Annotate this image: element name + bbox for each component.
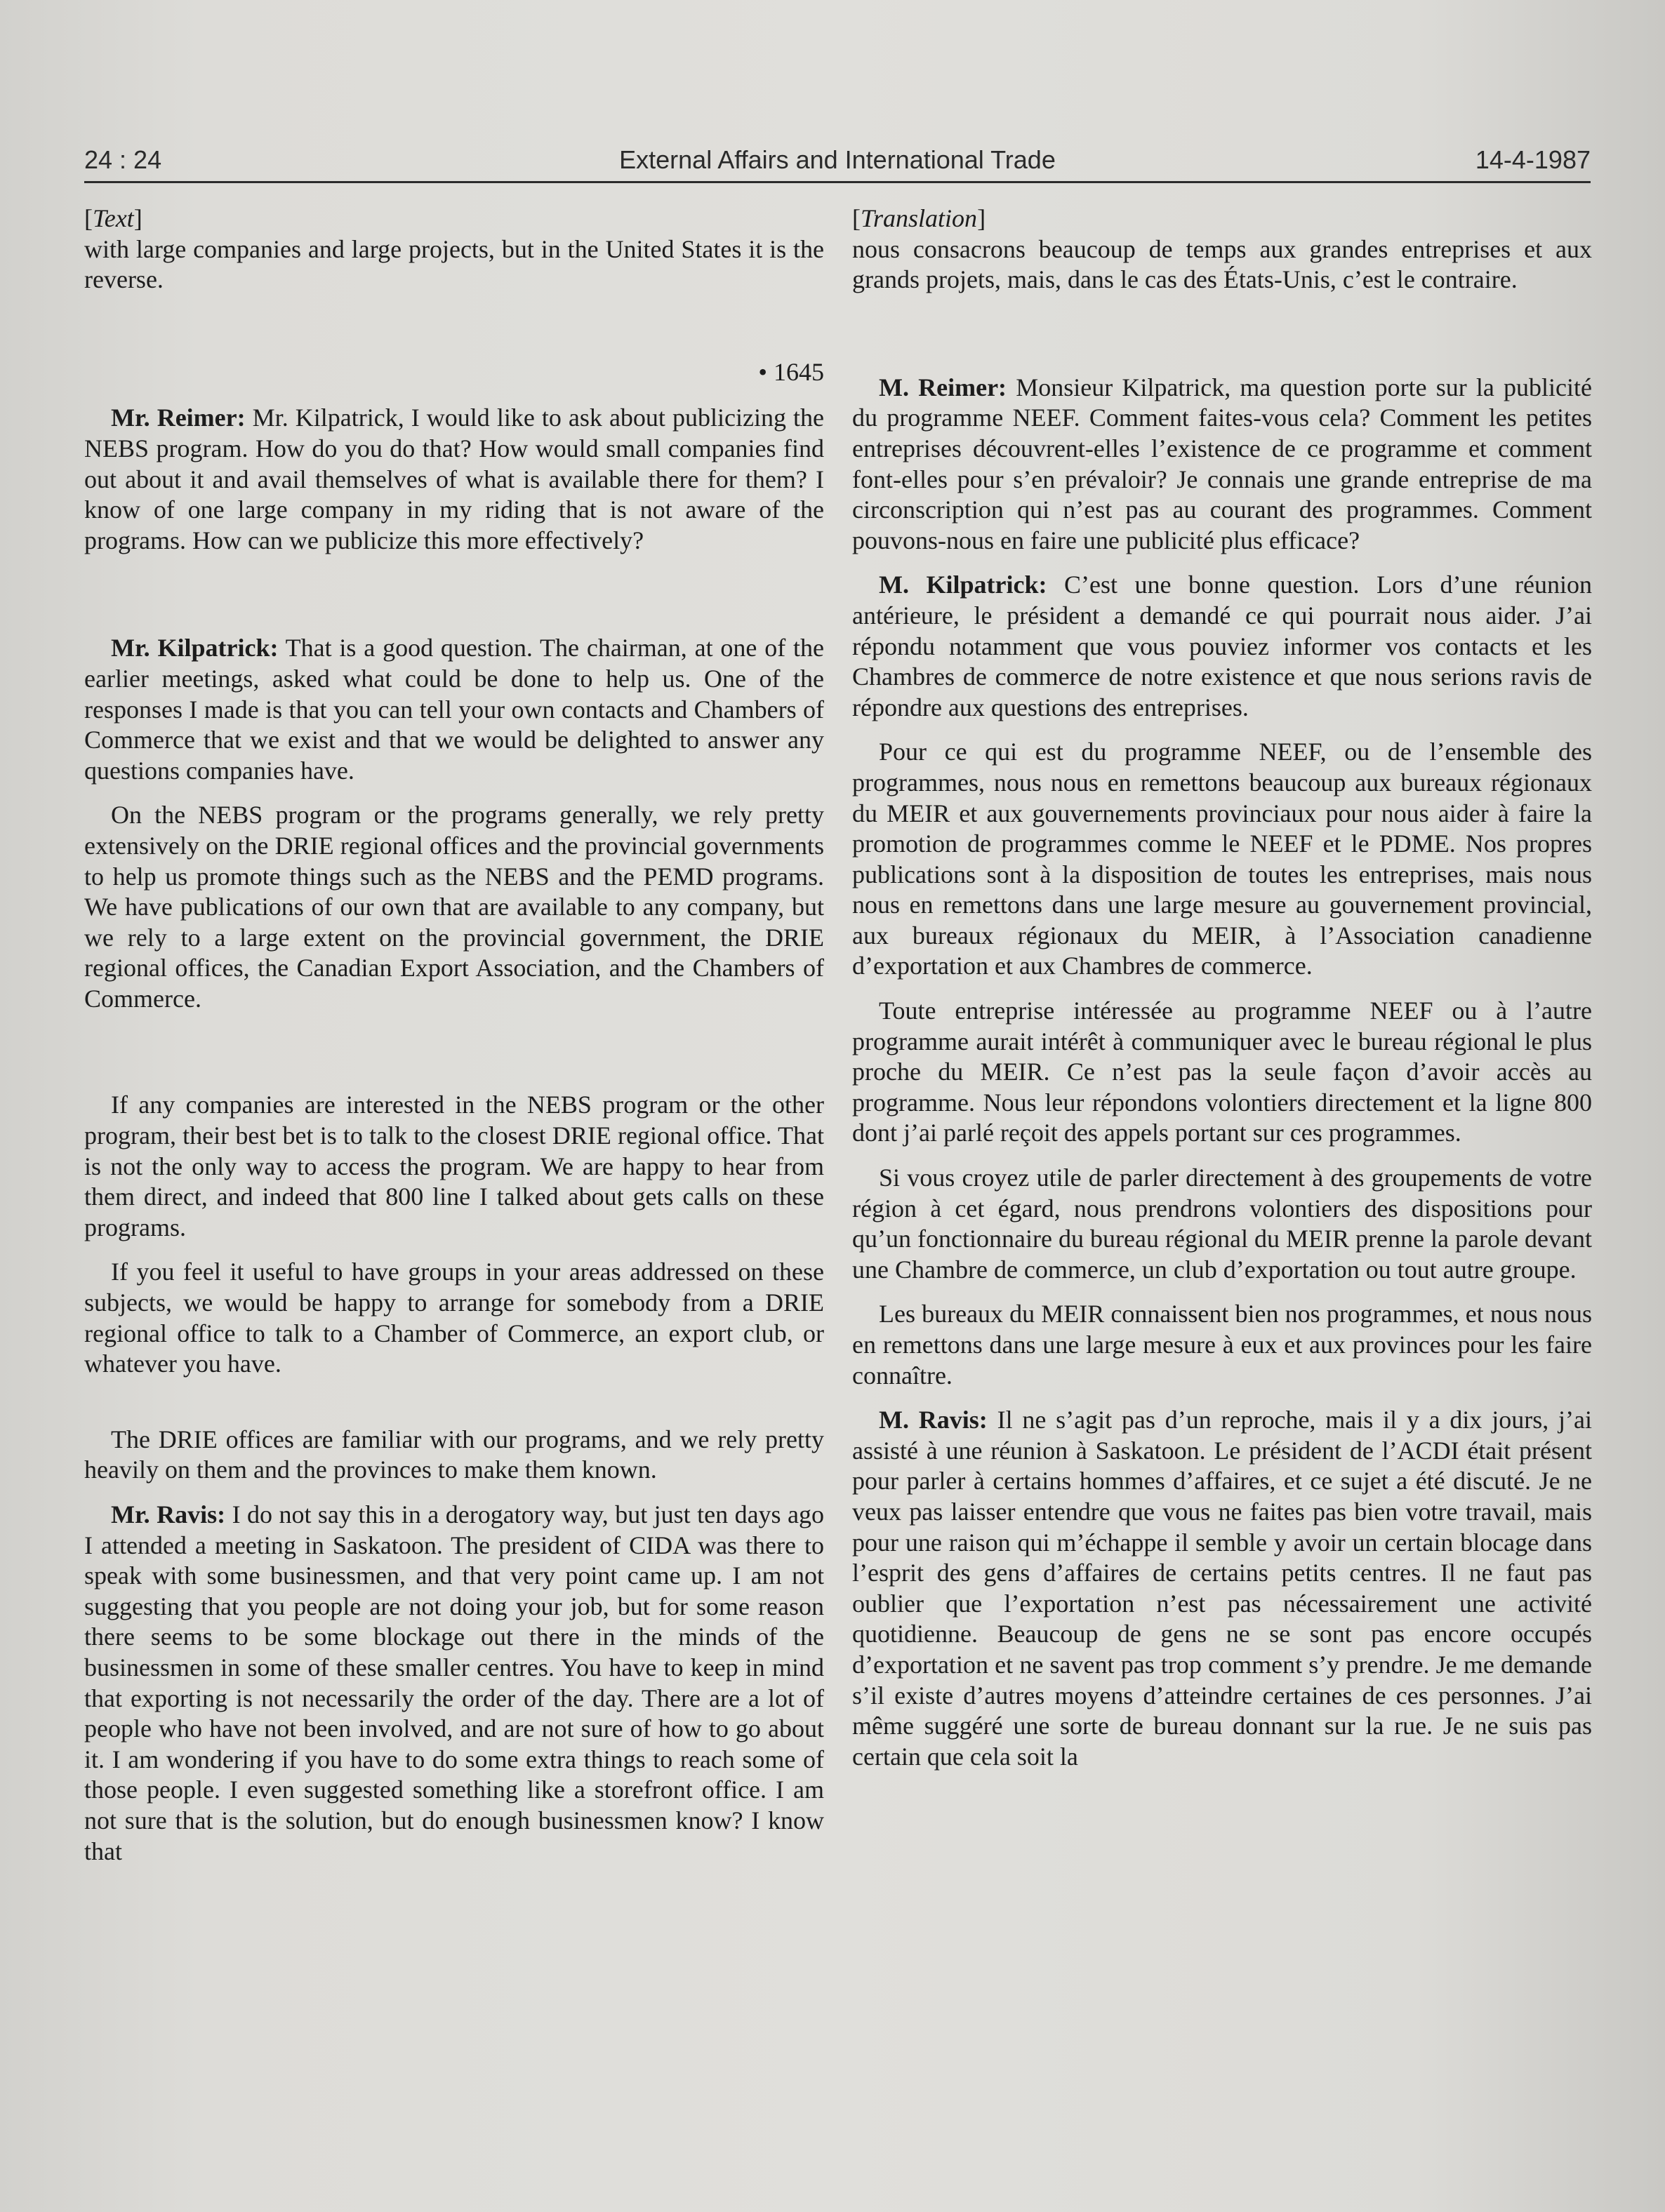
column-label: [Translation] (852, 204, 986, 232)
paragraph-text: Mr. Kilpatrick, I would like to ask about publicizing the NEBS program. How do you do that? How would small companies find out about it and avail themselves of what is available there for them? I know of one large company in my riding that is not aware of the programs. How can we publicize this more effectively? (84, 404, 824, 554)
paragraph-programs: On the NEBS program or the programs generally, we rely pretty extensively on the DRIE regional offices and the provincial governments to help us promote things such as the NEBS and the PEMD programs. We have publications of our own that are available to any company, but we rely to a large extent on the provincial government, the DRIE regional offices, the Canadian Export Association, and the Chambers of Commerce. (84, 801, 824, 1013)
header-date: 14-4-1987 (1475, 145, 1591, 174)
paragraph-text: Il ne s’agit pas d’un reproche, mais il y a dix jours, j’ai assisté à une réunion à Saskatoon. Le président de l’ACDI était présent pour parler à certains hommes d’affaires, et ce sujet a été discuté. Je ne veux pas laisser entendre que vous ne faites pas bien votre travail, mais pour une raison qui m’échappe il semble y avoir un certain blocage dans l’esprit des gens d’affaires de certains petits centres. Il ne faut pas oublier que l’exportation n’est pas nécessairement une activité quotidienne. Beaucoup de gens ne se sont pas encore occupés d’exportation et ne savent pas trop comment s’y prendre. Je me demande s’il existe d’autres moyens d’atteindre certaines de ces personnes. J’ai même suggéré une sorte de bureau donnant sur la rue. Je ne suis pas certain que cela soit la (852, 1406, 1592, 1771)
paragraph-reimer (84, 403, 824, 556)
speaker-name: Mr. Kilpatrick: (111, 634, 279, 662)
column-label: [Text] (84, 204, 142, 232)
paragraph-ravis (852, 1405, 1592, 1772)
english-column (84, 204, 824, 1867)
paragraph-text: Monsieur Kilpatrick, ma question porte sur la publicité du programme NEEF. Comment faites-vous cela? Comment les petites entreprises découvrent-elles l’existence de ce programme et comment font-elles pour s’en prévaloir? Je connais une grande entreprise de ma circonscription qui n’est pas au courant des programmes. Comment pouvons-nous en faire une publicité plus efficace? (852, 373, 1593, 554)
paragraph-kilpatrick (84, 633, 824, 786)
paragraph-offices: Les bureaux du MEIR connaissent bien nos programmes, et nous nous en remettons dans une large mesure à eux et aux provinces pour les faire connaître. (852, 1300, 1592, 1390)
french-column (852, 204, 1592, 1772)
paragraph-reimer (852, 373, 1592, 557)
paragraph-text: That is a good question. The chairman, at one of the earlier meetings, asked what could be done to help us. One of the responses I made is that you can tell your own contacts and Chambers of Commerce that we exist and that we would be delighted to answer any questions companies have. (84, 634, 824, 785)
speaker-name: M. Ravis: (879, 1406, 988, 1434)
speaker-name: M. Kilpatrick: (879, 571, 1047, 599)
speaker-name: M. Reimer: (879, 373, 1007, 401)
speaker-name: Mr. Ravis: (111, 1500, 226, 1528)
paragraph-kilpatrick (852, 570, 1592, 723)
page-header (84, 139, 1591, 181)
timestamp: • 1645 (758, 357, 824, 386)
paragraph-ravis (84, 1500, 824, 1867)
page-number: 24 : 24 (84, 145, 162, 174)
paragraph-groups: Si vous croyez utile de parler directement à des groupements de votre région à cet égard, nous prendrons volontiers des dispositions pour qu’un fonctionnaire du bureau régional du MEIR prenne la parole devant une Chambre de commerce, un club d’exportation ou tout autre groupe. (852, 1164, 1592, 1284)
paragraph-text: C’est une bonne question. Lors d’une réunion antérieure, le président a demandé ce qui pourrait nous aider. J’ai répondu notamment que vous pouviez informer vos contacts et les Chambres de commerce de notre existence et que nous serions ravis de répondre aux questions des entreprises. (852, 571, 1592, 721)
header-rule (84, 181, 1591, 183)
text-label: Text (93, 204, 134, 232)
continuation-paragraph: with large companies and large projects, but in the United States it is the reverse. (84, 234, 824, 294)
paragraph-companies: Toute entreprise intéressée au programme NEEF ou à l’autre programme aurait intérêt à communiquer avec le bureau régional le plus proche du MEIR. Ce n’est pas la seule façon d’avoir accès au programme. Nous leur répondons volontiers directement et la ligne 800 dont j’ai parlé reçoit des appels portant sur ces programmes. (852, 997, 1592, 1147)
continuation-paragraph: nous consacrons beaucoup de temps aux grandes entreprises et aux grands projets, mais, dans le cas des États-Unis, c’est le contraire. (852, 234, 1592, 294)
paragraph-offices: The DRIE offices are familiar with our programs, and we rely pretty heavily on them and the provinces to make them known. (84, 1425, 824, 1484)
committee-title: External Affairs and International Trade (619, 145, 1056, 174)
paragraph-groups: If you feel it useful to have groups in your areas addressed on these subjects, we would be happy to arrange for somebody from a DRIE regional office to talk to a Chamber of Commerce, an export club, or whatever you have. (84, 1258, 824, 1378)
speaker-name: Mr. Reimer: (111, 404, 246, 432)
paragraph-companies: If any companies are interested in the NEBS program or the other program, their best bet is to talk to the closest DRIE regional office. That is not the only way to access the program. We are happy to hear from them direct, and indeed that 800 line I talked about gets calls on these programs. (84, 1091, 824, 1241)
paragraph-text: I do not say this in a derogatory way, but just ten days ago I attended a meeting in Saskatoon. The president of CIDA was there to speak with some businessmen, and that very point came up. I am not suggesting that you people are not doing your job, but for some reason there seems to be some blockage out there in the minds of the businessmen in some of these smaller centres. You have to keep in mind that exporting is not necessarily the order of the day. There are a lot of people who have not been involved, and are not sure of how to go about it. I am wondering if you have to do some extra things to reach some of those people. I even suggested something like a storefront office. I am not sure that is the solution, but do enough businessmen know? I know that (84, 1500, 824, 1865)
paragraph-programs: Pour ce qui est du programme NEEF, ou de l’ensemble des programmes, nous nous en remettons beaucoup aux bureaux régionaux du MEIR et aux gouvernements provinciaux pour nous aider à faire la promotion de programmes comme le NEEF et le PDME. Nos propres publications sont à la disposition de toutes les entreprises, mais nous nous en remettons dans une large mesure au gouvernement provincial, aux bureaux régionaux du MEIR, à l’Association canadienne d’exportation et aux Chambres de commerce. (852, 738, 1592, 980)
translation-label: Translation (861, 204, 978, 232)
